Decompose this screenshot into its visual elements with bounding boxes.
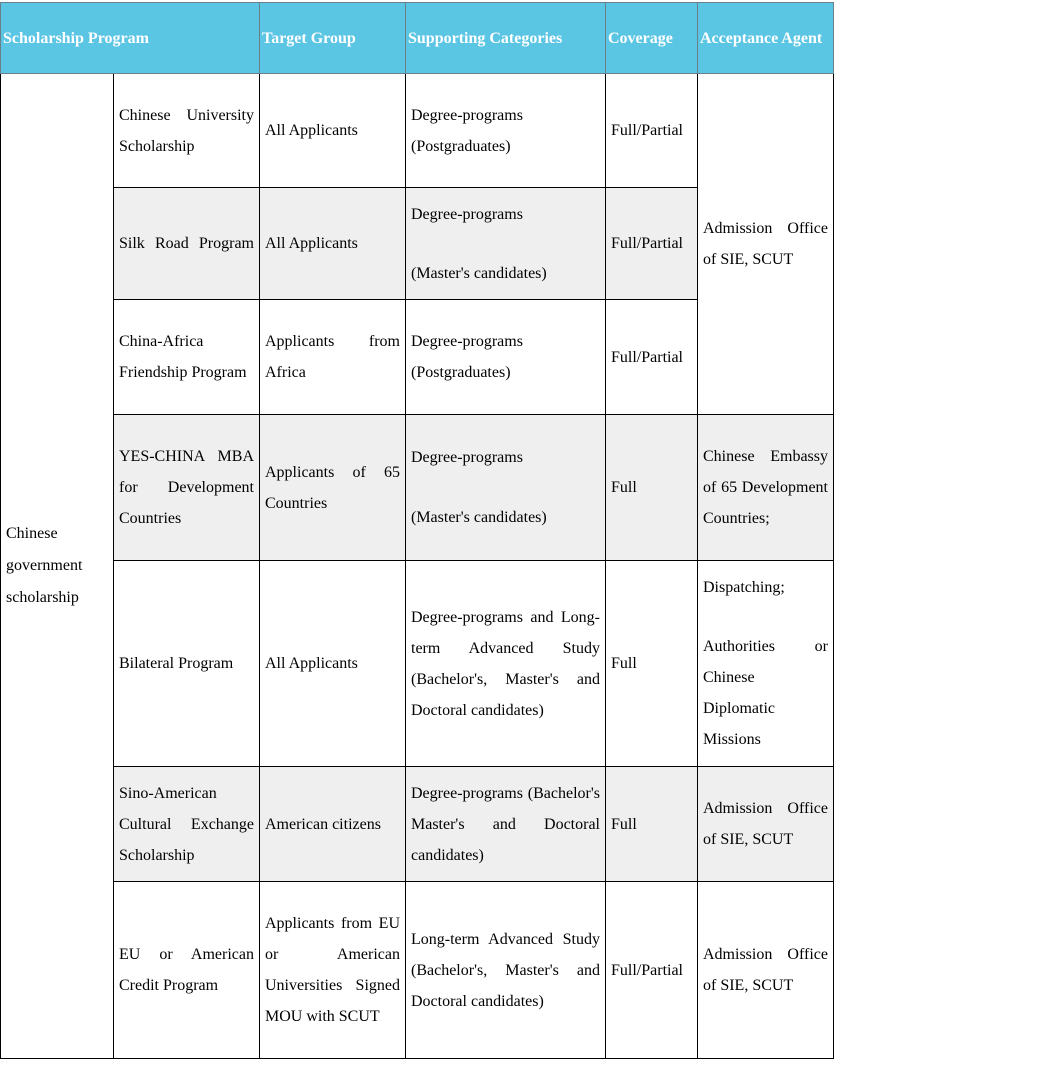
categories-line-2: (Master's candidates)	[411, 264, 547, 282]
table-row	[1, 74, 834, 188]
target-cell: Applicants of 65 Countries	[260, 415, 406, 561]
program-cell: Bilateral Program	[114, 561, 260, 767]
categories-cell: Long-term Advanced Study (Bachelor's, Master's and Doctoral candidates)	[406, 882, 606, 1059]
program-cell: Sino-American Cultural Exchange Scholarship	[114, 767, 260, 882]
categories-cell	[406, 415, 606, 561]
categories-cell: Degree-programs (Postgraduates)	[406, 74, 606, 188]
agent-cell	[698, 561, 834, 767]
target-cell: All Applicants	[260, 74, 406, 188]
categories-line-2: (Master's candidates)	[411, 509, 547, 526]
program-text: Silk Road Program	[119, 235, 254, 252]
coverage-cell: Full/Partial	[606, 188, 698, 300]
table-row	[1, 561, 834, 767]
coverage-cell: Full	[606, 561, 698, 767]
target-cell: All Applicants	[260, 188, 406, 300]
program-cell: EU or American Credit Program	[114, 882, 260, 1059]
table-header-row	[1, 3, 834, 74]
agent-line-1: Dispatching;	[703, 579, 785, 596]
program-cell: Chinese University Scholarship	[114, 74, 260, 188]
target-cell: All Applicants	[260, 561, 406, 767]
agent-line-2: Authorities or Chinese Diplomatic Missions	[703, 638, 828, 748]
target-cell: Applicants from Africa	[260, 300, 406, 415]
coverage-cell: Full	[606, 415, 698, 561]
coverage-cell: Full	[606, 767, 698, 882]
table-row	[1, 415, 834, 561]
group-label-text: Chinese government scholarship	[6, 525, 83, 606]
agent-cell-shared: Admission Office of SIE, SCUT	[698, 74, 834, 415]
program-cell: YES-CHINA MBA for Development Countries	[114, 415, 260, 561]
group-label	[1, 74, 114, 1059]
target-cell: Applicants from EU or American Universities Signed MOU with SCUT	[260, 882, 406, 1059]
categories-line-1: Degree-programs	[411, 205, 523, 223]
categories-cell: Degree-programs (Bachelor's Master's and Doctoral candidates)	[406, 767, 606, 882]
categories-cell	[406, 188, 606, 300]
header-coverage: Coverage	[606, 3, 698, 74]
coverage-cell: Full/Partial	[606, 300, 698, 415]
table-row	[1, 767, 834, 882]
categories-cell: Degree-programs (Postgraduates)	[406, 300, 606, 415]
agent-cell: Admission Office of SIE, SCUT	[698, 767, 834, 882]
program-cell: China-Africa Friendship Program	[114, 300, 260, 415]
categories-line-1: Degree-programs	[411, 449, 523, 466]
target-cell: American citizens	[260, 767, 406, 882]
header-acceptance-agent: Acceptance Agent	[698, 3, 834, 74]
agent-cell: Chinese Embassy of 65 Development Countries;	[698, 415, 834, 561]
coverage-cell: Full/Partial	[606, 74, 698, 188]
header-target-group: Target Group	[260, 3, 406, 74]
categories-cell: Degree-programs and Long-term Advanced Study (Bachelor's, Master's and Doctoral candidates)	[406, 561, 606, 767]
header-supporting-categories: Supporting Categories	[406, 3, 606, 74]
agent-cell: Admission Office of SIE, SCUT	[698, 882, 834, 1059]
header-scholarship-program: Scholarship Program	[1, 3, 260, 74]
coverage-cell: Full/Partial	[606, 882, 698, 1059]
program-cell	[114, 188, 260, 300]
scholarship-table	[0, 2, 834, 1059]
table-row	[1, 882, 834, 1059]
